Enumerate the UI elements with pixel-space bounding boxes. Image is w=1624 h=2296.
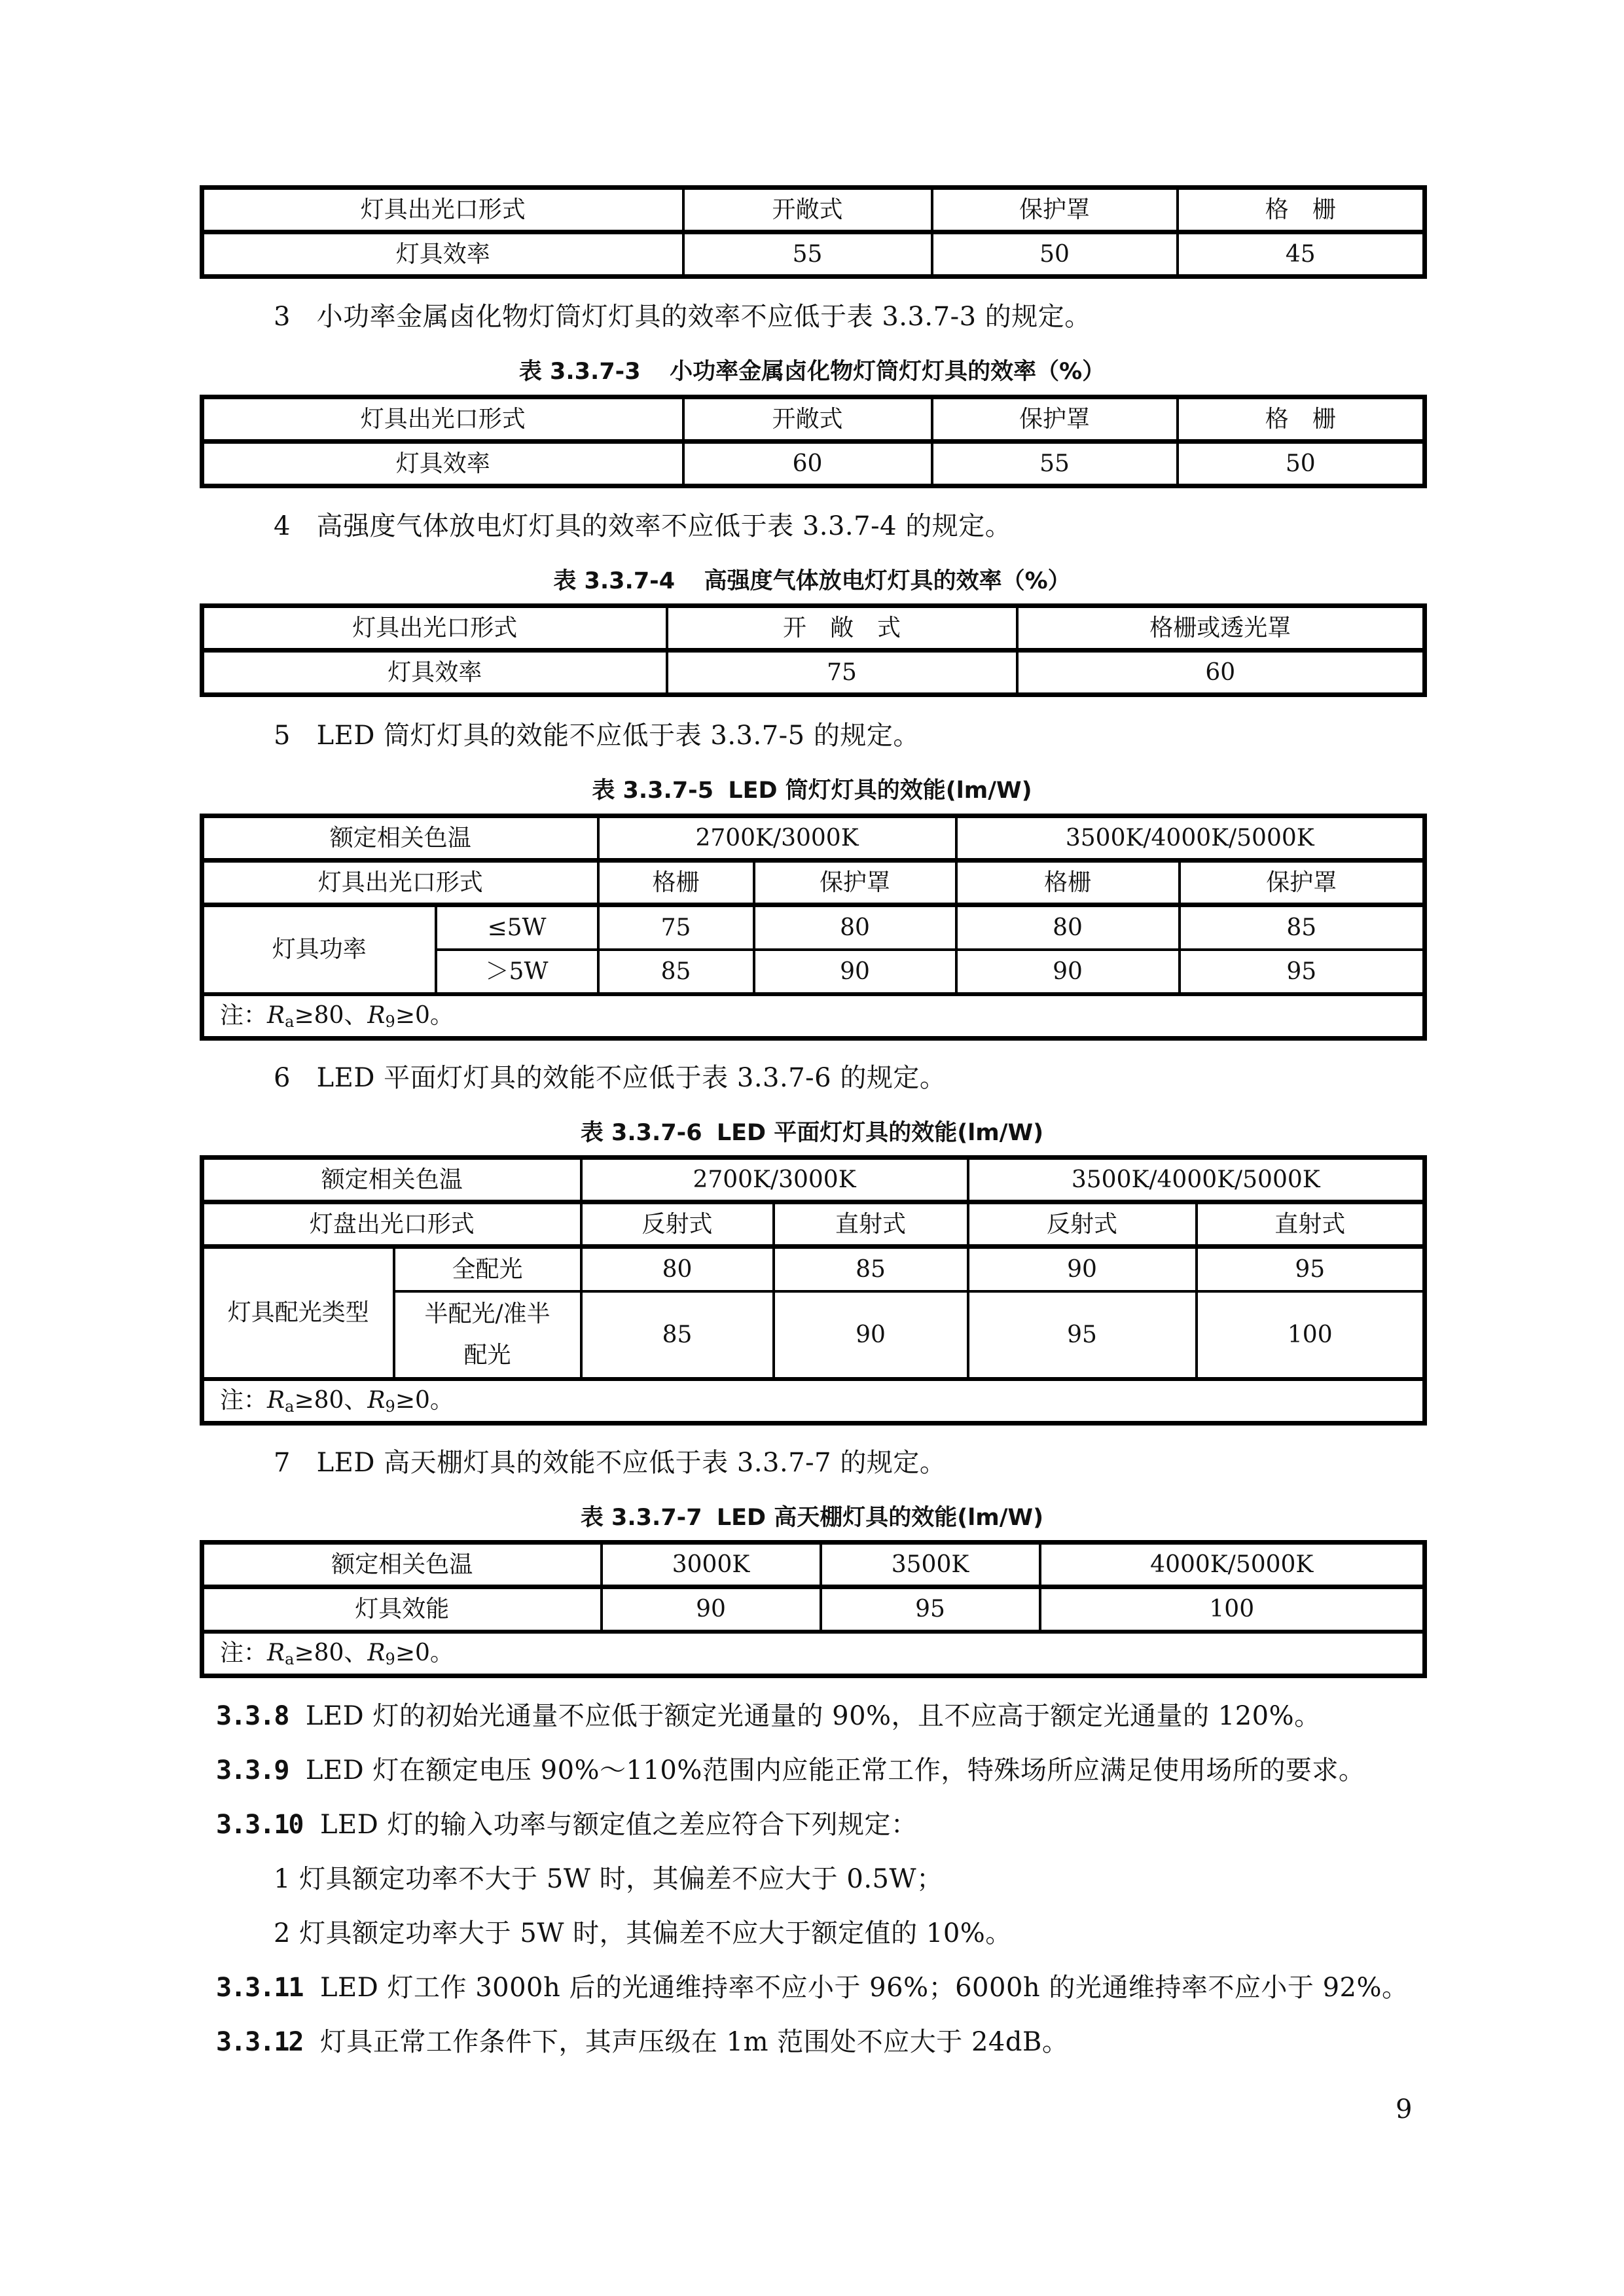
table-row	[202, 905, 1425, 950]
item-number: 2	[274, 1918, 291, 1948]
clause-text: LED 灯在额定电压 90%～110%范围内应能正常工作，特殊场所应满足使用场所的要求。	[305, 1755, 1365, 1785]
table-cell: 95	[1197, 1247, 1425, 1291]
clause-number: 3.3.9	[216, 1755, 289, 1785]
note-prefix: 注：	[220, 1001, 268, 1029]
table-3-3-7-7	[200, 1540, 1427, 1678]
item-number: 7	[274, 1448, 291, 1478]
table-cell: 灯具效率	[202, 232, 683, 277]
table-3-3-7-4	[200, 603, 1427, 697]
table-row	[202, 1247, 1425, 1291]
table-cell: 75	[667, 651, 1017, 695]
note-value: ≥0。	[395, 1386, 454, 1414]
table-3-3-7-5	[200, 814, 1427, 1041]
table-cell: 50	[1178, 442, 1425, 486]
table-cell: 85	[581, 1291, 774, 1379]
table-row	[202, 861, 1425, 905]
table-cell: 灯具效能	[202, 1587, 602, 1632]
table-row	[202, 1158, 1425, 1202]
item-number: 5	[274, 721, 291, 751]
table-cell: 85	[598, 950, 754, 994]
list-item-5	[274, 715, 920, 752]
table-cell: 灯具出光口形式	[202, 188, 683, 232]
caption-label: 表 3.3.7-6	[580, 1120, 702, 1146]
note-symbol: R	[267, 1639, 285, 1666]
table-cell: 灯具出光口形式	[202, 606, 667, 651]
table-row	[202, 1379, 1425, 1424]
item-text: 灯具额定功率大于 5W 时，其偏差不应大于额定值的 10%。	[299, 1918, 1012, 1948]
table-cell: 保护罩	[932, 397, 1178, 442]
table-cell: 格 栅	[1178, 397, 1425, 442]
table-row	[202, 606, 1425, 651]
table-cell: 灯具效率	[202, 651, 667, 695]
table-cell: 额定相关色温	[202, 816, 598, 861]
clause-text: LED 灯的输入功率与额定值之差应符合下列规定：	[319, 1810, 918, 1840]
table-cell: 直射式	[774, 1202, 968, 1247]
page-number: 9	[1396, 2094, 1413, 2125]
item-text: LED 平面灯灯具的效能不应低于表 3.3.7-6 的规定。	[316, 1063, 947, 1093]
table-cell: 灯具效率	[202, 442, 683, 486]
table-cell: 额定相关色温	[202, 1543, 602, 1587]
table-cell: ≤5W	[436, 905, 598, 950]
table-cell: 3000K	[602, 1543, 821, 1587]
table-cell: 保护罩	[1180, 861, 1425, 905]
clause-number: 3.3.11	[216, 1973, 303, 2003]
table-row	[202, 994, 1425, 1039]
table-3-3-7-2-continued	[200, 185, 1427, 279]
clause-text: LED 灯的初始光通量不应低于额定光通量的 90%，且不应高于额定光通量的 120%。	[305, 1701, 1321, 1731]
caption-title: LED 高天棚灯具的效能(lm/W)	[716, 1505, 1044, 1531]
clause-3-3-10	[216, 1804, 917, 1841]
table-cell: 90	[602, 1587, 821, 1632]
table-row	[202, 188, 1425, 232]
table-row	[202, 397, 1425, 442]
table-cell: 开 敞 式	[667, 606, 1017, 651]
caption-label: 表 3.3.7-7	[580, 1505, 702, 1531]
clause-number: 3.3.12	[216, 2027, 303, 2057]
table-cell: 80	[754, 905, 956, 950]
sub-item-2	[274, 1912, 1012, 1950]
table-cell: 灯具出光口形式	[202, 397, 683, 442]
table-cell: 60	[1017, 651, 1425, 695]
table-caption-3-3-7-6	[0, 1115, 1624, 1147]
note-symbol: R	[267, 1001, 285, 1029]
table-row	[202, 816, 1425, 861]
note-symbol: R	[367, 1001, 386, 1029]
table-cell: 90	[968, 1247, 1197, 1291]
note-value: ≥80、	[294, 1386, 368, 1414]
item-text: LED 筒灯灯具的效能不应低于表 3.3.7-5 的规定。	[316, 721, 920, 751]
clause-text: LED 灯工作 3000h 后的光通维持率不应小于 96%；6000h 的光通维持率不应小于 92%。	[319, 1973, 1409, 2003]
item-text: 小功率金属卤化物灯筒灯灯具的效率不应低于表 3.3.7-3 的规定。	[316, 302, 1091, 332]
table-cell: 保护罩	[754, 861, 956, 905]
table-cell: 90	[774, 1291, 968, 1379]
list-item-7	[274, 1442, 946, 1479]
table-cell: 85	[1180, 905, 1425, 950]
clause-text: 灯具正常工作条件下，其声压级在 1m 范围处不应大于 24dB。	[319, 2027, 1069, 2057]
table-3-3-7-6	[200, 1155, 1427, 1426]
table-cell: 半配光/准半配光	[394, 1291, 581, 1379]
table-cell: 45	[1178, 232, 1425, 277]
table-cell: 100	[1197, 1291, 1425, 1379]
note-symbol: R	[367, 1386, 386, 1414]
table-note	[202, 1379, 1425, 1424]
table-cell: 反射式	[581, 1202, 774, 1247]
note-subscript: 9	[385, 1397, 395, 1416]
list-item-4	[274, 505, 1011, 543]
note-subscript: a	[285, 1012, 295, 1031]
caption-title: LED 筒灯灯具的效能(lm/W)	[728, 778, 1032, 804]
clause-3-3-12	[216, 2021, 1068, 2058]
table-cell: 灯具配光类型	[202, 1247, 394, 1379]
note-value: ≥80、	[294, 1001, 368, 1029]
table-cell: 开敞式	[683, 188, 932, 232]
note-subscript: 9	[385, 1012, 395, 1031]
table-cell: 额定相关色温	[202, 1158, 581, 1202]
table-cell: 50	[932, 232, 1178, 277]
table-cell: 4000K/5000K	[1040, 1543, 1425, 1587]
item-text: 高强度气体放电灯灯具的效率不应低于表 3.3.7-4 的规定。	[316, 511, 1012, 541]
item-text: LED 高天棚灯具的效能不应低于表 3.3.7-7 的规定。	[316, 1448, 947, 1478]
item-text: 灯具额定功率不大于 5W 时，其偏差不应大于 0.5W；	[299, 1864, 943, 1894]
note-subscript: a	[285, 1649, 295, 1668]
table-cell: 2700K/3000K	[581, 1158, 968, 1202]
caption-title: 小功率金属卤化物灯筒灯灯具的效率（%）	[670, 359, 1106, 385]
clause-3-3-8	[216, 1695, 1321, 1732]
table-cell: 80	[581, 1247, 774, 1291]
table-cell: 95	[968, 1291, 1197, 1379]
table-cell: 95	[1180, 950, 1425, 994]
table-row	[202, 1202, 1425, 1247]
table-caption-3-3-7-4	[0, 563, 1624, 596]
table-cell: 开敞式	[683, 397, 932, 442]
note-subscript: a	[285, 1397, 295, 1416]
table-cell: 75	[598, 905, 754, 950]
table-cell: 55	[932, 442, 1178, 486]
table-cell: 90	[754, 950, 956, 994]
table-cell: 85	[774, 1247, 968, 1291]
table-cell: 格栅	[598, 861, 754, 905]
table-cell: 格栅或透光罩	[1017, 606, 1425, 651]
table-caption-3-3-7-7	[0, 1499, 1624, 1532]
table-row	[202, 1632, 1425, 1676]
table-cell: 100	[1040, 1587, 1425, 1632]
table-row	[202, 232, 1425, 277]
table-cell: 全配光	[394, 1247, 581, 1291]
table-cell: 直射式	[1197, 1202, 1425, 1247]
item-number: 3	[274, 302, 291, 332]
item-number: 1	[274, 1864, 291, 1894]
table-cell: 3500K/4000K/5000K	[968, 1158, 1425, 1202]
table-cell: 3500K	[821, 1543, 1040, 1587]
clause-number: 3.3.10	[216, 1810, 303, 1840]
table-cell: 95	[821, 1587, 1040, 1632]
table-cell: 90	[956, 950, 1180, 994]
list-item-6	[274, 1057, 946, 1094]
table-cell: 2700K/3000K	[598, 816, 956, 861]
table-cell: 保护罩	[932, 188, 1178, 232]
table-row	[202, 651, 1425, 695]
clause-3-3-9	[216, 1749, 1365, 1787]
caption-title: 高强度气体放电灯灯具的效率（%）	[704, 568, 1071, 594]
clause-number: 3.3.8	[216, 1701, 289, 1731]
table-cell: 灯具出光口形式	[202, 861, 598, 905]
clause-3-3-11	[216, 1967, 1409, 2004]
sub-item-1	[274, 1858, 943, 1895]
table-note	[202, 994, 1425, 1039]
note-value: ≥0。	[395, 1001, 454, 1029]
table-cell: 灯具功率	[202, 905, 436, 994]
table-cell: 反射式	[968, 1202, 1197, 1247]
note-prefix: 注：	[220, 1386, 268, 1414]
table-cell: ＞5W	[436, 950, 598, 994]
item-number: 6	[274, 1063, 291, 1093]
caption-label: 表 3.3.7-5	[592, 778, 714, 804]
table-cell: 格栅	[956, 861, 1180, 905]
note-symbol: R	[367, 1639, 386, 1666]
table-row	[202, 1587, 1425, 1632]
note-prefix: 注：	[220, 1639, 268, 1666]
table-caption-3-3-7-5	[0, 772, 1624, 805]
table-note	[202, 1632, 1425, 1676]
note-symbol: R	[267, 1386, 285, 1414]
table-cell: 灯盘出光口形式	[202, 1202, 581, 1247]
caption-label: 表 3.3.7-3	[518, 359, 641, 385]
table-row	[202, 1543, 1425, 1587]
note-value: ≥80、	[294, 1639, 368, 1666]
table-cell: 80	[956, 905, 1180, 950]
table-cell: 3500K/4000K/5000K	[956, 816, 1425, 861]
item-number: 4	[274, 511, 291, 541]
caption-label: 表 3.3.7-4	[553, 568, 676, 594]
table-row	[202, 442, 1425, 486]
table-cell: 格 栅	[1178, 188, 1425, 232]
table-caption-3-3-7-3	[0, 353, 1624, 386]
list-item-3	[274, 296, 1091, 333]
note-subscript: 9	[385, 1649, 395, 1668]
caption-title: LED 平面灯灯具的效能(lm/W)	[716, 1120, 1044, 1146]
table-3-3-7-3	[200, 395, 1427, 488]
table-cell: 55	[683, 232, 932, 277]
table-cell: 60	[683, 442, 932, 486]
note-value: ≥0。	[395, 1639, 454, 1666]
